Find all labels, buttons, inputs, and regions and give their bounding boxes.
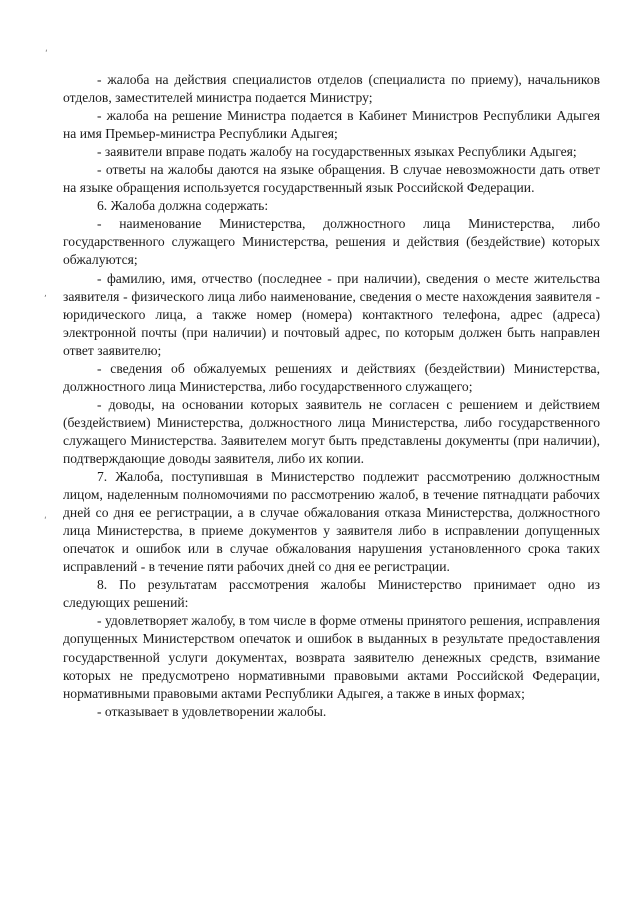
paragraph: - фамилию, имя, отчество (последнее - при наличии), сведения о месте жительства заявителя - физического лица либо наименование, сведения о месте нахождения заявителя - юридического лица, а также номер (номера) контактного телефона, адрес (адреса) электронной почты (при наличии) и почтовый адрес, по которым должен быть направлен ответ заявителю; bbox=[63, 270, 600, 358]
paragraph: - ответы на жалобы даются на языке обращения. В случае невозможности дать ответ на языке обращения используется государственный язык Российской Федерации. bbox=[63, 162, 600, 196]
section-heading: 8. По результатам рассмотрения жалобы Министерство принимает одно из следующих решений: bbox=[63, 577, 600, 611]
paragraph: - сведения об обжалуемых решениях и действиях (бездействии) Министерства, должностного лица Министерства, либо государственного служащего; bbox=[63, 360, 600, 394]
margin-mark: , bbox=[44, 289, 47, 299]
document-body bbox=[63, 71, 600, 721]
paragraph: - удовлетворяет жалобу, в том числе в форме отмены принятого решения, исправления допущенных Министерством опечаток и ошибок в выданных в результате предоставления государственной услуги документах, возврата заявителю денежных средств, взимание которых не предусмотрено нормативными правовыми актами Российской Федерации, нормативными правовыми актами Республики Адыгея, а также в иных формах; bbox=[63, 613, 600, 701]
margin-mark: ‘ bbox=[44, 516, 47, 526]
paragraph: - доводы, на основании которых заявитель не согласен с решением и действием (бездействием) Министерства, должностного лица Министерства, либо государственного служащего Министерства. Заявителем могут быть представлены документы (при наличии), подтверждающие доводы заявителя, либо их копии. bbox=[63, 396, 600, 466]
margin-mark: ‘ bbox=[45, 49, 48, 59]
paragraph: - жалоба на действия специалистов отделов (специалиста по приему), начальников отделов, заместителей министра подается Министру; bbox=[63, 72, 600, 106]
section-heading: 6. Жалоба должна содержать: bbox=[97, 198, 269, 214]
paragraph: 7. Жалоба, поступившая в Министерство подлежит рассмотрению должностным лицом, наделенным полномочиями по рассмотрению жалоб, в течение пятнадцати рабочих дней со дня ее регистрации, а в случае обжалования отказа Министерства, должностного лица Министерства, в приеме документов у заявителя либо в исправлении допущенных опечаток и ошибок или в случае обжалования нарушения установленного срока таких исправлений - в течение пяти рабочих дней со дня ее регистрации. bbox=[63, 469, 600, 575]
paragraph: - жалоба на решение Министра подается в Кабинет Министров Республики Адыгея на имя Премьер-министра Республики Адыгея; bbox=[63, 108, 600, 142]
paragraph: - заявители вправе подать жалобу на государственных языках Республики Адыгея; bbox=[97, 144, 577, 160]
paragraph: - наименование Министерства, должностного лица Министерства, либо государственного служащего Министерства, решения и действия (бездействие) которых обжалуются; bbox=[63, 216, 600, 268]
paragraph: - отказывает в удовлетворении жалобы. bbox=[97, 703, 327, 719]
